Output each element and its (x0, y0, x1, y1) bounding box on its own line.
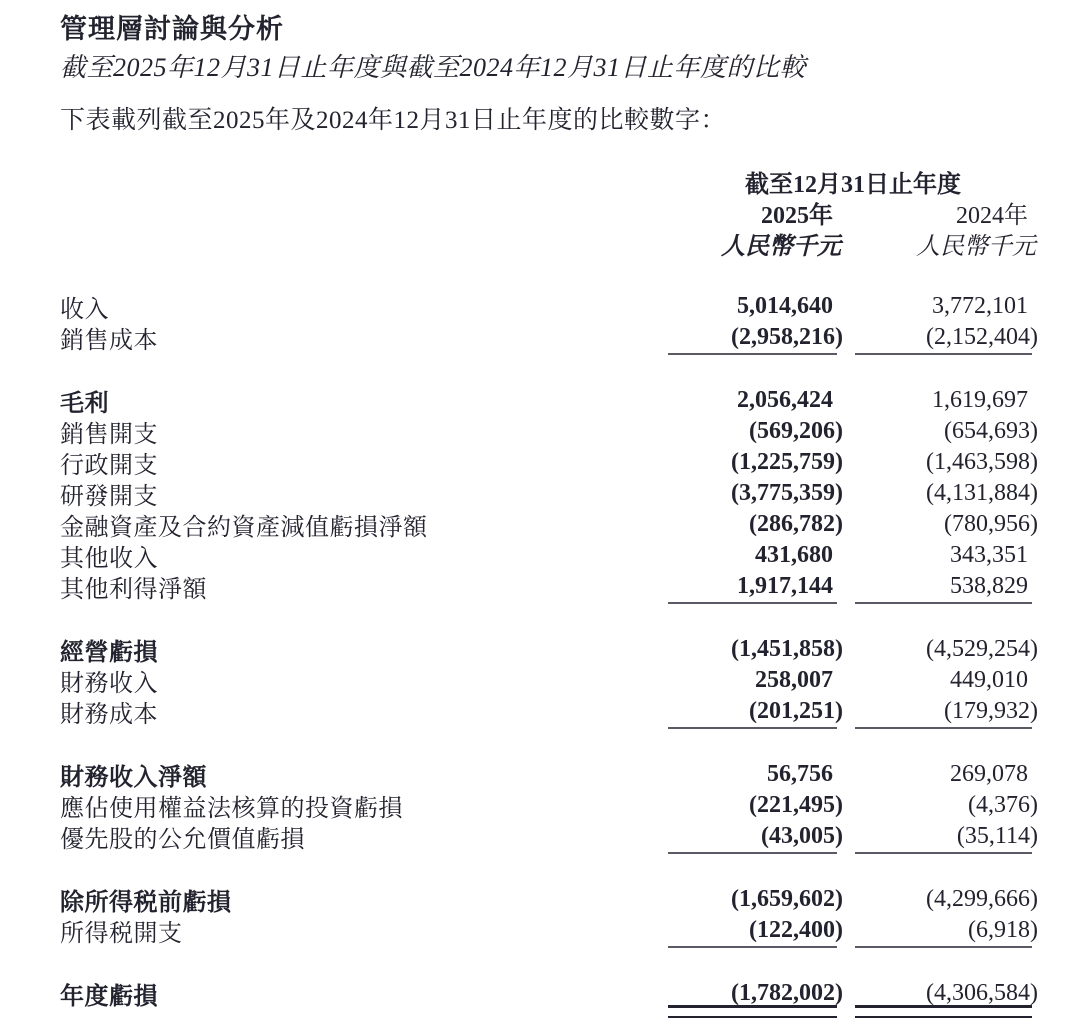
document-page (60, 14, 1038, 1011)
value-2025: (1,659,602) (731, 886, 843, 913)
period-header-row (60, 164, 1038, 199)
row-label: 其他利得淨額 (60, 577, 207, 604)
row-label: 優先股的公允價值虧損 (60, 827, 305, 854)
value-2024: (4,306,584) (855, 980, 1038, 1007)
value-2024: (4,299,666) (926, 886, 1038, 913)
intro-text: 下表載列截至2025年及2024年12月31日止年度的比較數字： (60, 107, 727, 135)
value-2025: 431,680 (755, 542, 833, 569)
value-2024: (654,693) (944, 418, 1038, 445)
value-2024: (4,376) (968, 792, 1038, 819)
row-label: 收入 (60, 297, 109, 324)
row-label: 財務收入 (60, 671, 158, 698)
row-label: 所得税開支 (60, 921, 183, 948)
period-header: 截至12月31日止年度 (745, 172, 961, 199)
value-2025: (569,206) (749, 418, 843, 445)
value-2024: (780,956) (944, 511, 1038, 538)
value-2025: 2,056,424 (737, 387, 833, 414)
row-label: 除所得税前虧損 (60, 890, 232, 917)
value-2024: 269,078 (950, 761, 1028, 788)
value-2025: 258,007 (755, 667, 833, 694)
year-header-row (60, 195, 1038, 230)
value-2024: (4,131,884) (926, 480, 1038, 507)
table-row (60, 882, 1038, 917)
table-body (60, 289, 1038, 1011)
value-2025: 1,917,144 (668, 573, 843, 600)
value-2024: (6,918) (855, 917, 1038, 944)
column-header-year-2025: 2025年 (761, 203, 833, 230)
value-2025: (1,782,002) (668, 980, 843, 1007)
table-row (60, 819, 1038, 854)
row-label: 金融資產及合約資產減值虧損淨額 (60, 515, 428, 542)
value-2024: 449,010 (950, 667, 1028, 694)
row-label: 經營虧損 (60, 640, 158, 667)
page-subtitle: 截至2025年12月31日止年度與截至2024年12月31日止年度的比較 (60, 53, 807, 83)
value-2025: 5,014,640 (737, 293, 833, 320)
value-2024: 538,829 (855, 573, 1038, 600)
value-2024: 343,351 (950, 542, 1028, 569)
row-label: 銷售成本 (60, 328, 158, 355)
table-section (60, 882, 1038, 948)
row-label: 財務成本 (60, 702, 158, 729)
value-2025: (201,251) (668, 698, 843, 725)
value-2025: (1,225,759) (731, 449, 843, 476)
value-2024: (1,463,598) (926, 449, 1038, 476)
unit-header-row (60, 226, 1038, 261)
column-header-unit-2025: 人民幣千元 (721, 234, 841, 261)
table-row (60, 538, 1038, 573)
row-label: 應佔使用權益法核算的投資虧損 (60, 796, 403, 823)
column-header-year-2024: 2024年 (956, 203, 1028, 230)
table-section (60, 757, 1038, 854)
table-row (60, 320, 1038, 355)
table-row (60, 476, 1038, 511)
value-2025: (221,495) (749, 792, 843, 819)
value-2025: (3,775,359) (731, 480, 843, 507)
row-label: 財務收入淨額 (60, 765, 207, 792)
table-header (60, 164, 1038, 261)
financial-comparison-table (60, 164, 1038, 1011)
table-row (60, 414, 1038, 449)
value-2024: 3,772,101 (932, 293, 1028, 320)
value-2025: (43,005) (668, 823, 843, 850)
value-2025: (2,958,216) (668, 324, 843, 351)
table-row (60, 913, 1038, 948)
table-row (60, 663, 1038, 698)
row-label: 研發開支 (60, 484, 158, 511)
table-row (60, 383, 1038, 418)
table-row (60, 976, 1038, 1011)
table-row (60, 757, 1038, 792)
row-label: 年度虧損 (60, 984, 158, 1011)
value-2025: 56,756 (767, 761, 833, 788)
table-row (60, 788, 1038, 823)
table-row (60, 632, 1038, 667)
table-section (60, 289, 1038, 355)
table-row (60, 289, 1038, 324)
table-row (60, 569, 1038, 604)
table-section (60, 383, 1038, 604)
table-row (60, 445, 1038, 480)
row-label: 銷售開支 (60, 422, 158, 449)
value-2024: (35,114) (855, 823, 1038, 850)
value-2025: (1,451,858) (731, 636, 843, 663)
column-header-unit-2024: 人民幣千元 (916, 234, 1036, 261)
row-label: 其他收入 (60, 546, 158, 573)
value-2024: (179,932) (855, 698, 1038, 725)
page-title: 管理層討論與分析 (60, 14, 284, 44)
table-row (60, 694, 1038, 729)
table-section (60, 632, 1038, 729)
table-row (60, 507, 1038, 542)
value-2025: (122,400) (668, 917, 843, 944)
table-section (60, 976, 1038, 1011)
value-2024: (2,152,404) (855, 324, 1038, 351)
value-2024: 1,619,697 (932, 387, 1028, 414)
row-label: 行政開支 (60, 453, 158, 480)
value-2024: (4,529,254) (926, 636, 1038, 663)
row-label: 毛利 (60, 391, 109, 418)
value-2025: (286,782) (749, 511, 843, 538)
